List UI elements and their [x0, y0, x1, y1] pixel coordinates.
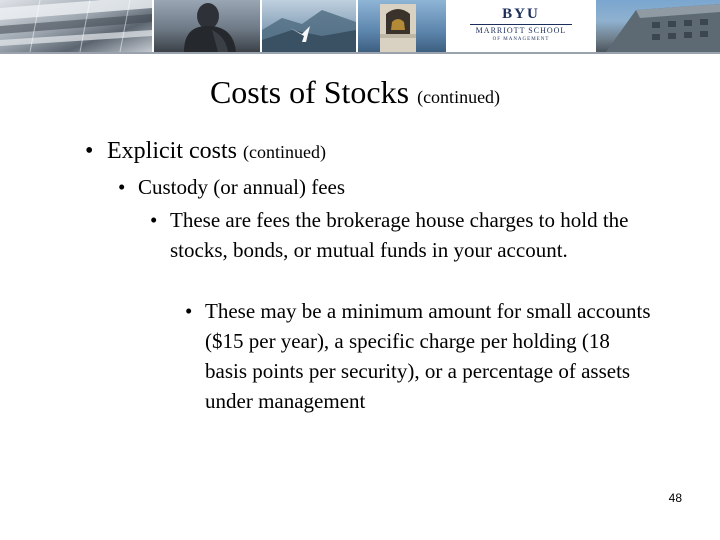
- y-mountain-photo: [262, 0, 356, 52]
- glass-building-photo: [0, 0, 152, 52]
- bullet-text: Custody (or annual) fees: [138, 175, 346, 199]
- bullet-icon: •: [150, 208, 158, 232]
- bullet-icon: •: [185, 299, 193, 323]
- logo-subtitle: OF MANAGEMENT: [492, 37, 550, 42]
- header-banner: [0, 0, 720, 52]
- page-number: 48: [668, 491, 682, 505]
- bullet-text: These may be a minimum amount for small accounts ($15 per year), a specific charge per holding (18 basis points per security), or a percentage of assets under management: [205, 299, 651, 413]
- title-text: Costs of Stocks: [209, 74, 410, 110]
- slide-title: [0, 74, 710, 115]
- logo-school: MARRIOTT SCHOOL: [475, 26, 567, 35]
- bullet-suffix: (continued): [242, 142, 326, 162]
- bell-tower-photo: [358, 0, 446, 52]
- bullet-icon: •: [118, 175, 126, 199]
- statue-photo: [154, 0, 260, 52]
- title-suffix: (continued): [417, 87, 501, 107]
- building-photo: [596, 0, 720, 52]
- header-rule: [0, 52, 720, 54]
- logo-rule: [470, 24, 572, 25]
- bullet-icon: •: [85, 138, 94, 164]
- byu-logo: [448, 0, 594, 52]
- logo-title: BYU: [502, 6, 540, 22]
- bullet-text: These are fees the brokerage house charges to hold the stocks, bonds, or mutual funds in your account.: [170, 208, 629, 262]
- bullet-text: Explicit costs: [107, 138, 237, 164]
